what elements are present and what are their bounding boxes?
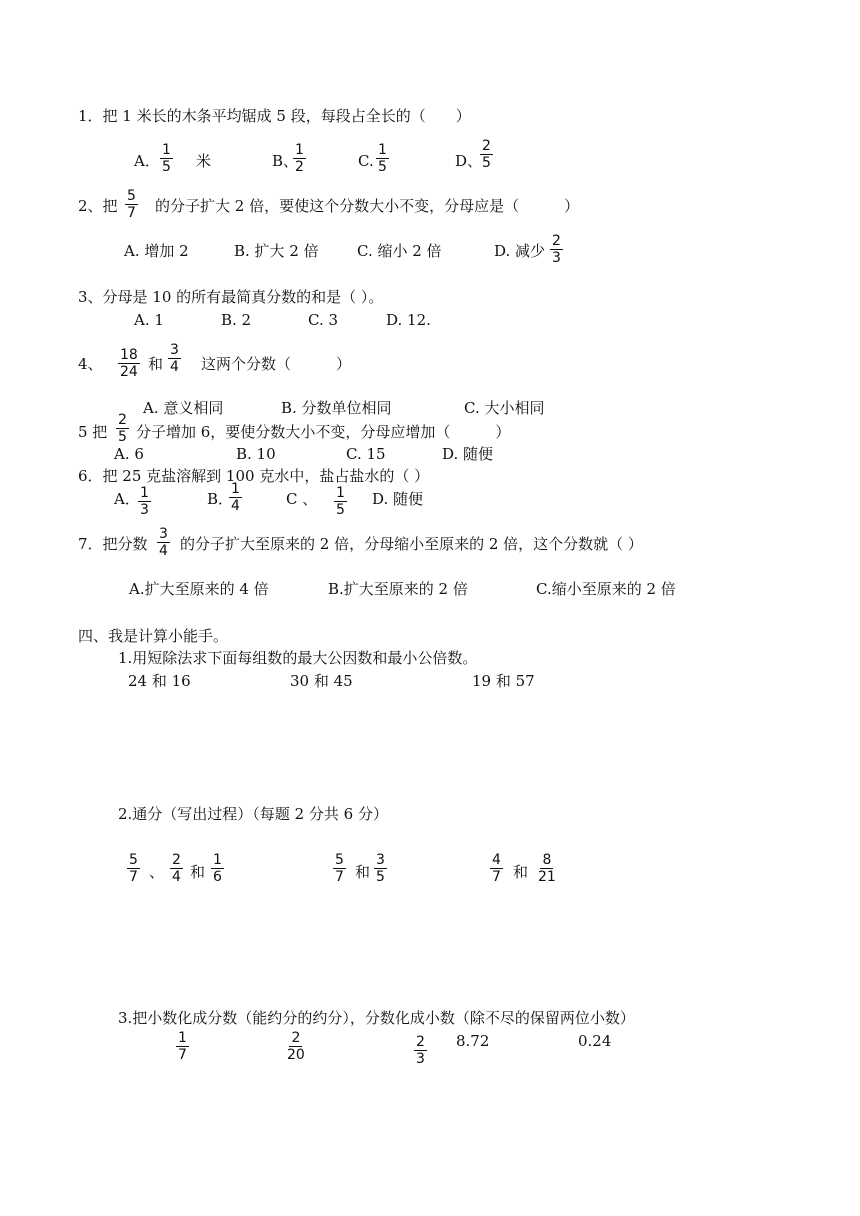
q1-option-d-label: D、 [455, 152, 483, 170]
q7-option-a: A.扩大至原来的 4 倍 [129, 580, 269, 598]
part-2-expr-1-separator: 、 [149, 863, 165, 881]
q1-option-a-label: A． [134, 152, 160, 170]
q2-option-b: B. 扩大 2 倍 [234, 242, 319, 260]
q6-option-d: D. 随便 [372, 490, 424, 508]
q7-fraction: $\frac{3}{4}$ [159, 526, 168, 559]
q1-option-b-label: B、 [272, 152, 299, 170]
q3-option-a: A. 1 [134, 311, 164, 329]
part-3-decimal-1: 8.72 [456, 1032, 490, 1050]
q2-suffix: 的分子扩大 2 倍，要使这个分数大小不变，分母应是（ ） [155, 197, 580, 215]
q4-option-b: B. 分数单位相同 [281, 399, 392, 417]
part-2-expr-3-fraction-1: $\frac{4}{7}$ [492, 852, 501, 885]
q4-suffix: 这两个分数（ ） [201, 355, 352, 373]
q2-option-d-fraction: $\frac{2}{3}$ [552, 233, 561, 266]
section-4-title: 四、我是计算小能手。 [78, 627, 229, 645]
q5-option-a: A. 6 [114, 445, 144, 463]
q6-option-c-label: C 、 [286, 490, 318, 508]
part-2-expr-3-and: 和 [513, 863, 529, 881]
part-3-fraction-2: $\frac{2}{20}$ [287, 1030, 305, 1063]
q1-option-b-fraction: $\frac{1}{2}$ [295, 142, 304, 175]
q3-option-c: C. 3 [308, 311, 339, 329]
q2-fraction: $\frac{5}{7}$ [127, 188, 136, 221]
q5-prefix: 5 把 [78, 423, 108, 441]
q3-option-d: D. 12. [386, 311, 431, 329]
q6-option-b-fraction: $\frac{1}{4}$ [231, 481, 240, 514]
part-2-expr-1-fraction-2: $\frac{2}{4}$ [172, 852, 181, 885]
part-2-expr-2-and: 和 [355, 863, 371, 881]
q1-option-a-fraction: $\frac{1}{5}$ [162, 142, 171, 175]
q2-prefix: 2、把 [78, 197, 118, 215]
q1-option-c-label: C. [358, 152, 374, 170]
part-3-decimal-2: 0.24 [578, 1032, 612, 1050]
q4-option-c: C. 大小相同 [464, 399, 545, 417]
part-1-group-3: 19 和 57 [472, 672, 535, 690]
section-4-part-1-stem: 1.用短除法求下面每组数的最大公因数和最小公倍数。 [118, 649, 478, 667]
q1-option-a-unit: 米 [196, 152, 212, 170]
part-2-expr-3-fraction-2: $\frac{8}{21}$ [538, 852, 556, 885]
q7-option-b: B.扩大至原来的 2 倍 [328, 580, 468, 598]
part-3-fraction-3: $\frac{2}{3}$ [416, 1034, 425, 1067]
q7-prefix: 7．把分数 [78, 535, 148, 553]
q3-option-b: B. 2 [221, 311, 252, 329]
q7-suffix: 的分子扩大至原来的 2 倍，分母缩小至原来的 2 倍，这个分数就（ ） [180, 535, 643, 553]
q6-option-a-label: A． [114, 490, 140, 508]
section-4-part-2-stem: 2.通分（写出过程）（每题 2 分共 6 分） [118, 805, 388, 823]
q7-option-c: C.缩小至原来的 2 倍 [536, 580, 676, 598]
q2-option-c: C. 缩小 2 倍 [357, 242, 442, 260]
q5-fraction: $\frac{2}{5}$ [118, 412, 127, 445]
part-2-expr-2-fraction-1: $\frac{5}{7}$ [335, 852, 344, 885]
q1-option-d-fraction: $\frac{2}{5}$ [482, 138, 491, 171]
q5-suffix: 分子增加 6，要使分数大小不变，分母应增加（ ） [136, 423, 511, 441]
q3-stem: 3、分母是 10 的所有最简真分数的和是（ ）。 [78, 288, 384, 306]
q4-and: 和 [148, 355, 164, 373]
part-2-expr-2-fraction-2: $\frac{3}{5}$ [376, 852, 385, 885]
q6-stem: 6．把 25 克盐溶解到 100 克水中，盐占盐水的（ ） [78, 467, 430, 485]
section-4-part-3-stem: 3.把小数化成分数（能约分的约分），分数化成小数（除不尽的保留两位小数） [118, 1009, 635, 1027]
part-3-fraction-1: $\frac{1}{7}$ [178, 1030, 187, 1063]
q1-stem: 1．把 1 米长的木条平均锯成 5 段，每段占全长的（ ） [78, 107, 471, 125]
q6-option-b-label: B． [207, 490, 234, 508]
q2-option-a: A. 增加 2 [124, 242, 189, 260]
part-1-group-1: 24 和 16 [128, 672, 191, 690]
q5-option-c: C. 15 [346, 445, 386, 463]
part-2-expr-1-and: 和 [190, 863, 206, 881]
q5-option-b: B. 10 [236, 445, 276, 463]
part-2-expr-1-fraction-1: $\frac{5}{7}$ [129, 852, 138, 885]
part-2-expr-1-fraction-3: $\frac{1}{6}$ [213, 852, 222, 885]
q6-option-a-fraction: $\frac{1}{3}$ [140, 485, 149, 518]
q4-fraction-1: $\frac{18}{24}$ [120, 347, 138, 380]
q4-prefix: 4、 [78, 355, 103, 373]
q4-option-a: A. 意义相同 [143, 399, 224, 417]
q4-fraction-2: $\frac{3}{4}$ [170, 342, 179, 375]
part-1-group-2: 30 和 45 [290, 672, 353, 690]
q1-option-c-fraction: $\frac{1}{5}$ [378, 142, 387, 175]
q2-option-d-label: D. 减少 [494, 242, 546, 260]
q5-option-d: D. 随便 [442, 445, 494, 463]
q6-option-c-fraction: $\frac{1}{5}$ [336, 485, 345, 518]
